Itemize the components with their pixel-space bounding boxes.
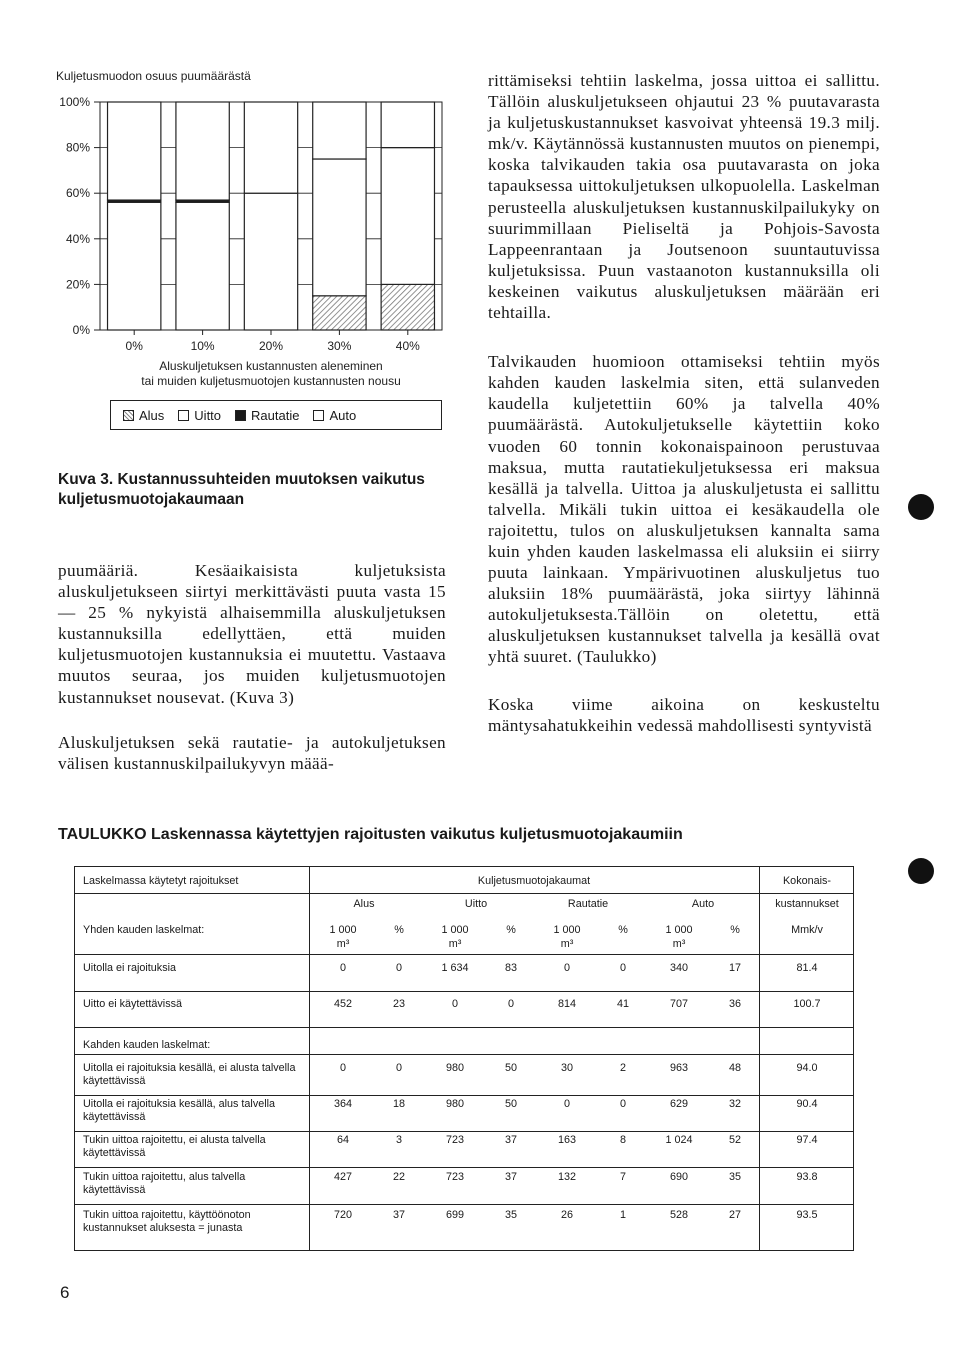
table-cell: 94.0 xyxy=(796,1062,818,1074)
bar-segment-uitto xyxy=(244,193,297,330)
legend-label: Auto xyxy=(329,407,357,423)
unit-header-cell: 1 000 xyxy=(441,924,469,936)
table-cell: 699 xyxy=(445,1209,464,1221)
paragraph: rittämiseksi tehtiin laskelma, jossa uittoa ei sallittu. Tällöin aluskuljetukseen ohjautui 23 % puutavarasta ja kuljetuskustannukset kasvoivat yhteensä 19.3 milj. mk/v. Käytännössä kustannusten muutos on pienempi, koska talvikauden takia osa puutavarasta on joka tapauksessa uittokuljetuksen ulkopuolella. Laskelman perusteella aluskuljetuksen kustannuskilpailukyky on suurimmillaan Pieliseltä ja Pohjois-Savosta Lappeenrantaan ja Joutsenoon suuntautuvissa kuljetuksissa. Puun vastaanoton kustannuksilla oli keskeinen vaikutus aluskuljetuksen määrään eri tehtailla. xyxy=(488,71,880,323)
bar-segment-auto xyxy=(313,102,366,159)
bar-segment-uitto xyxy=(313,159,366,296)
row-label: Uitolla ei rajoituksia xyxy=(83,962,177,974)
unit-header-cell: % xyxy=(618,924,628,936)
table-cell: 980 xyxy=(445,1062,464,1074)
chart-title: Kuljetusmuodon osuus puumäärästä xyxy=(56,69,251,83)
paragraph: puumääriä. Kesäaikaisista kuljetuksista aluskuljetukseen siirtyi merkittävästi puuta vasta 15 — 25 % nykyistä alhaisemmilla aluskuljetuksen kustannuksilla edellyttäen, että muiden kuljetusmuotojen kustannuksia ei muutettu. Vastaava muutos seuraa, jos muiden kuljetusmuotojen kustannukset nousevat. (Kuva 3) xyxy=(58,561,446,707)
table-cell: 17 xyxy=(728,962,741,974)
left-text-column xyxy=(58,560,446,793)
table-cell: 0 xyxy=(339,962,346,974)
table-cell: 50 xyxy=(504,1062,517,1074)
table-cell: 452 xyxy=(333,998,352,1010)
table-cell: 1 024 xyxy=(665,1134,693,1146)
table-rule xyxy=(75,991,853,992)
table-cell: 0 xyxy=(395,962,402,974)
table-cell: 980 xyxy=(445,1098,464,1110)
mode-auto: Auto xyxy=(691,898,715,910)
table-cell: 23 xyxy=(392,998,405,1010)
paragraph: Koska viime aikoina on keskusteltu mäntysahatukkeihin vedessä mahdollisesti syntyvistä xyxy=(488,694,880,735)
table-cell: 427 xyxy=(333,1171,352,1183)
single-season-label: Yhden kauden laskelmat: xyxy=(83,924,205,936)
table-rule xyxy=(75,1131,853,1132)
legend-swatch-black xyxy=(235,410,246,421)
table-cell: 37 xyxy=(392,1209,405,1221)
bar-segment-alus xyxy=(313,296,366,330)
table-cell: 100.7 xyxy=(793,998,821,1010)
header-total-2: kustannukset xyxy=(775,898,839,910)
bar-segment-uitto xyxy=(381,148,434,285)
table-cell: 0 xyxy=(507,998,514,1010)
bar-segment-alus xyxy=(381,284,434,330)
results-table xyxy=(74,866,854,1251)
table-cell: 528 xyxy=(669,1209,688,1221)
table-cell: 64 xyxy=(336,1134,349,1146)
bar-segment-auto xyxy=(381,102,434,148)
caption-line: Kuva 3. Kustannussuhteiden muutoksen vaikutus xyxy=(58,471,425,488)
table-cell: 93.5 xyxy=(796,1209,818,1221)
y-tick-label: 20% xyxy=(65,277,90,292)
table-cell: 81.4 xyxy=(796,962,818,974)
legend-item-auto xyxy=(313,408,356,423)
row-label: Uitolla ei rajoituksia kesällä, alus talvella käytettävissä xyxy=(83,1098,276,1123)
row-label: Tukin uittoa rajoitettu, käyttöönoton kustannukset aluksesta = junasta xyxy=(83,1209,251,1234)
unit-header-cell: m³ xyxy=(336,938,350,950)
table-cell: 0 xyxy=(619,962,626,974)
table-cell: 1 634 xyxy=(441,962,469,974)
x-tick-label: 20% xyxy=(258,339,284,353)
table-cell: 52 xyxy=(728,1134,741,1146)
table-cell: 0 xyxy=(563,1098,570,1110)
x-axis-label-line2: tai muiden kuljetusmuotojen kustannusten nousu xyxy=(141,374,401,388)
bar-segment-auto xyxy=(108,102,161,200)
y-tick-label: 40% xyxy=(65,231,90,246)
table-cell: 629 xyxy=(669,1098,688,1110)
table-cell: 97.4 xyxy=(796,1134,818,1146)
legend-item-rautatie xyxy=(235,408,299,423)
two-season-label: Kahden kauden laskelmat: xyxy=(83,1039,211,1051)
bar-segment-auto xyxy=(244,102,297,193)
legend-label: Uitto xyxy=(194,407,222,423)
mode-rautatie: Rautatie xyxy=(567,898,609,910)
table-rule xyxy=(75,954,853,955)
x-tick-label: 40% xyxy=(395,339,420,353)
table-cell: 723 xyxy=(445,1171,464,1183)
x-axis-label-line1: Aluskuljetuksen kustannusten aleneminen xyxy=(159,359,383,373)
plot-area xyxy=(59,95,442,353)
unit-header-cost: Mmk/v xyxy=(791,924,823,936)
table-cell: 41 xyxy=(616,998,629,1010)
header-restrictions: Laskelmassa käytetyt rajoitukset xyxy=(83,875,239,887)
table-rule xyxy=(309,867,310,1250)
y-tick-label: 80% xyxy=(65,140,90,155)
bar-segment-uitto xyxy=(176,202,229,330)
table-cell: 90.4 xyxy=(796,1098,818,1110)
table-cell: 32 xyxy=(728,1098,741,1110)
mode-uitto: Uitto xyxy=(464,898,488,910)
table-cell: 2 xyxy=(619,1062,626,1074)
header-total-1: Kokonais- xyxy=(782,875,831,887)
legend-item-uitto xyxy=(178,408,221,423)
bar-segment-auto xyxy=(176,102,229,200)
table-cell: 1 xyxy=(619,1209,626,1221)
chart-legend xyxy=(110,400,442,430)
table-rule xyxy=(75,1027,853,1028)
table-cell: 18 xyxy=(392,1098,405,1110)
bar-segment-uitto xyxy=(108,202,161,330)
table-rule xyxy=(75,1095,853,1096)
table-title: TAULUKKO Laskennassa käytettyjen rajoitusten vaikutus kuljetusmuotojakaumiin xyxy=(58,826,683,843)
table-cell: 8 xyxy=(619,1134,626,1146)
row-label: Uitto ei käytettävissä xyxy=(83,998,183,1010)
punch-hole-dot xyxy=(908,494,934,520)
row-label: Tukin uittoa rajoitettu, alus talvella käytettävissä xyxy=(83,1171,246,1196)
stacked-bar-chart xyxy=(50,62,450,442)
row-label: Uitolla ei rajoituksia kesällä, ei alusta talvella käytettävissä xyxy=(83,1062,296,1087)
table-cell: 93.8 xyxy=(796,1171,818,1183)
unit-header-cell: 1 000 xyxy=(665,924,693,936)
y-tick-label: 60% xyxy=(65,186,90,201)
table-cell: 27 xyxy=(728,1209,741,1221)
paragraph: Aluskuljetuksen sekä rautatie- ja autokuljetuksen välisen kustannuskilpailukyvyn määä- xyxy=(58,732,446,773)
unit-header-cell: m³ xyxy=(560,938,574,950)
row-label: Tukin uittoa rajoitettu, ei alusta talvella käytettävissä xyxy=(83,1134,266,1159)
legend-swatch-hatched xyxy=(123,410,134,421)
legend-item-alus xyxy=(123,408,164,423)
page-number: 6 xyxy=(60,1283,70,1302)
unit-header-cell: m³ xyxy=(672,938,686,950)
unit-header-cell: % xyxy=(394,924,404,936)
table-cell: 22 xyxy=(392,1171,405,1183)
legend-swatch-white xyxy=(178,410,189,421)
unit-header-cell: % xyxy=(730,924,740,936)
table-cell: 163 xyxy=(557,1134,576,1146)
table-cell: 37 xyxy=(504,1171,517,1183)
legend-label: Alus xyxy=(139,407,165,423)
table-cell: 50 xyxy=(504,1098,517,1110)
x-tick-label: 30% xyxy=(327,339,352,353)
table-cell: 0 xyxy=(619,1098,626,1110)
table-cell: 814 xyxy=(557,998,576,1010)
y-tick-label: 0% xyxy=(72,323,90,337)
legend-label: Rautatie xyxy=(251,407,300,423)
legend-swatch-white xyxy=(313,410,324,421)
table-cell: 36 xyxy=(728,998,741,1010)
unit-header-cell: m³ xyxy=(448,938,462,950)
table-cell: 963 xyxy=(669,1062,688,1074)
table-cell: 37 xyxy=(504,1134,517,1146)
table-cell: 707 xyxy=(669,998,688,1010)
x-tick-label: 0% xyxy=(125,339,143,353)
punch-hole-dot xyxy=(908,858,934,884)
table-cell: 30 xyxy=(560,1062,573,1074)
table-cell: 364 xyxy=(333,1098,352,1110)
table-cell: 26 xyxy=(560,1209,573,1221)
table-rule xyxy=(75,1204,853,1205)
unit-header-cell: % xyxy=(506,924,516,936)
table-cell: 340 xyxy=(669,962,688,974)
table-cell: 690 xyxy=(669,1171,688,1183)
table-cell: 83 xyxy=(504,962,517,974)
unit-header-cell: 1 000 xyxy=(553,924,581,936)
table-cell: 3 xyxy=(395,1134,402,1146)
table-cell: 35 xyxy=(728,1171,741,1183)
header-distribution: Kuljetusmuotojakaumat xyxy=(477,875,591,887)
table-cell: 0 xyxy=(395,1062,402,1074)
unit-header-cell: 1 000 xyxy=(329,924,357,936)
mode-alus: Alus xyxy=(353,898,375,910)
table-cell: 0 xyxy=(339,1062,346,1074)
table-cell: 0 xyxy=(451,998,458,1010)
chart-svg xyxy=(50,62,450,402)
table-cell: 720 xyxy=(333,1209,352,1221)
table-rule xyxy=(75,1167,853,1168)
right-text-column xyxy=(488,70,880,755)
table-cell: 48 xyxy=(728,1062,741,1074)
caption-line: kuljetusmuotojakaumaan xyxy=(58,491,245,508)
x-tick-label: 10% xyxy=(190,339,215,353)
table-cell: 723 xyxy=(445,1134,464,1146)
figure-caption xyxy=(58,470,458,510)
table-cell: 35 xyxy=(504,1209,517,1221)
paragraph: Talvikauden huomioon ottamiseksi tehtiin myös kahden kauden laskelmia siten, että sulanveden kaudella kuljetettiin 60% ja talvella 40% puumäärästä. Autokuljetukselle käytettiin koko vuoden 60 tonnin kokonaispainoon perustuvaa maksua, mutta rautatiekuljetuksessa eri maksua kesällä ja talvella. Uittoa ja aluskuljetusta ei sallittu talvella. Mikäli tukin uittoa ei kesäkaudella ole rajoitettu, tulos on aluskuljetuksen kannalta sama kuin yhden kauden laskelmassa eli aluksiin ei siirry puuta lainkaan. Ympärivuotinen aluskuljetus tuo aluksiin 18% puumäärästä, joka siirtyy lähinnä autokuljetuksesta.Tällöin on oletettu, että aluskuljetuksen kustannukset talvella ja kesällä ovat yhtä suuret. (Taulukko) xyxy=(488,352,880,667)
table-cell: 7 xyxy=(619,1171,626,1183)
table-rule xyxy=(75,1054,853,1055)
table-cell: 132 xyxy=(557,1171,576,1183)
y-tick-label: 100% xyxy=(59,95,90,109)
table-cell: 0 xyxy=(563,962,570,974)
table-rule xyxy=(75,893,853,894)
